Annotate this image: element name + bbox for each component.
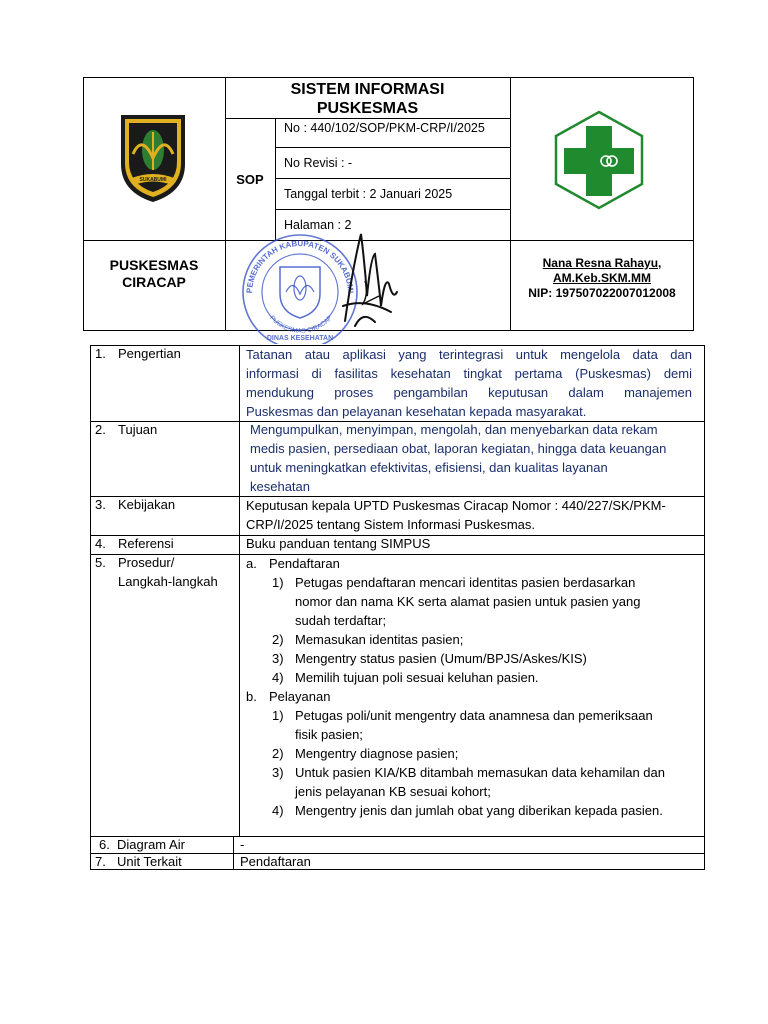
content-line: CRP/I/2025 tentang Sistem Informasi Puskesmas. [246,517,536,532]
official-info [510,256,694,301]
stamp-text: DINAS KESEHATAN [266,335,334,342]
section-number: 5. [95,555,106,570]
section-number: 2. [95,422,106,437]
group-title: Pendaftaran [269,556,340,571]
puskesmas-name-line: PUSKESMAS [109,257,199,273]
group-marker: a. [246,556,257,571]
section-content [250,420,698,496]
procedure-step [246,744,700,763]
stamp-text: PEMERINTAH KABUPATEN SUKABUMI [244,238,356,294]
title-line: PUSKESMAS [316,100,419,117]
content-line: mendukung proses pengambilan keputusan dalam manajemen [246,385,692,400]
procedure-group [246,554,700,573]
step-line: Petugas pendaftaran mencari identitas pasien berdasarkan [295,575,636,590]
step-line: Mengentry diagnose pasien; [295,746,459,761]
section-number: 3. [95,497,106,512]
step-line: Memasukan identitas pasien; [295,632,464,647]
official-name: Nana Resna Rahayu, [542,256,662,270]
content-line: Keputusan kepala UPTD Puskesmas Ciracap Nomor : 440/227/SK/PKM- [246,498,666,513]
section-content: Pendaftaran [240,854,311,869]
procedure-step [246,706,700,744]
content-line: Mengumpulkan, menyimpan, mengolah, dan menyebarkan data rekam [250,422,658,437]
step-line: sudah terdaftar; [295,613,387,628]
section-label-line: Langkah-langkah [118,574,218,589]
step-line: nomor dan nama KK serta alamat pasien untuk pasien yang [295,594,641,609]
step-line: jenis pelayanan KB sesuai kohort; [295,784,491,799]
step-line: fisik pasien; [295,727,363,742]
step-number: 2) [272,746,284,761]
section-content: Buku panduan tentang SIMPUS [246,536,431,551]
step-number: 2) [272,632,284,647]
sop-label: SOP [236,172,264,187]
group-title: Pelayanan [269,689,331,704]
content-line: Tatanan atau aplikasi yang terintegrasi untuk mengelola data dan [246,347,692,362]
section-label: Unit Terkait [117,854,182,869]
procedure-step [246,573,700,630]
step-number: 3) [272,765,284,780]
section-label: Pengertian [118,346,181,361]
content-line: informasi di fasilitas kesehatan tingkat pertama (Puskesmas) demi [246,366,692,381]
revision-number: No Revisi : - [284,156,353,170]
procedure-step [246,668,700,687]
official-nip: NIP: 197507022007012008 [528,286,676,300]
table-divider [239,345,240,836]
issue-date: Tanggal terbit : 2 Januari 2025 [284,187,453,201]
group-marker: b. [246,689,257,704]
header-divider [275,178,510,179]
title-line: SISTEM INFORMASI [290,81,445,98]
official-name: AM.Keb.SKM.MM [553,271,651,285]
puskesmas-logo [554,110,644,210]
section-label: Referensi [118,536,174,551]
step-number: 1) [272,708,284,723]
regency-logo [118,112,188,204]
regency-logo-caption: SUKABUMI [139,177,167,183]
content-line: Puskesmas dan pelayanan kesehatan kepada masyarakat. [246,404,587,419]
section-label: Diagram Air [117,837,185,852]
content-line: untuk meningkatkan efektivitas, efisiensi, dan kualitas layanan [250,460,608,475]
header-divider [275,147,510,148]
section-content [246,496,698,534]
step-number: 4) [272,803,284,818]
section-label: Kebijakan [118,497,176,512]
stamp-text: PUSKESMAS CIRACAP [268,314,334,335]
header-divider [275,209,510,210]
section-number: 1. [95,346,106,361]
procedure-step [246,763,700,801]
section-content [246,345,692,421]
header-divider [225,118,510,119]
signature-icon [335,226,405,338]
signature [335,226,405,338]
doc-number: No : 440/102/SOP/PKM-CRP/I/2025 [284,121,485,135]
header-divider [275,118,276,240]
content-line: kesehatan [250,479,310,494]
section-label-line: Prosedur/ [118,555,175,570]
puskesmas-name [83,257,225,291]
procedure-step [246,801,700,820]
regency-shield-icon [118,112,188,204]
procedure-group [246,687,700,706]
section-label: Tujuan [118,422,158,437]
step-line: Mengentry jenis dan jumlah obat yang diberikan kepada pasien. [295,803,663,818]
page-number: Halaman : 2 [284,218,352,232]
section-label [118,553,218,591]
step-line: Memilih tujuan poli sesuai keluhan pasien. [295,670,539,685]
step-number: 3) [272,651,284,666]
table-divider [90,853,705,854]
step-line: Petugas poli/unit mengentry data anamnesa dan pemeriksaan [295,708,653,723]
section-number: 7. [95,854,106,869]
procedure-step [246,649,700,668]
document-title [225,80,510,118]
procedure-list [246,554,700,820]
puskesmas-name-line: CIRACAP [122,274,186,290]
content-line: medis pasien, persediaan obat, laporan kegiatan, hingga data keuangan [250,441,667,456]
procedure-step [246,630,700,649]
section-content: - [240,837,245,852]
health-cross-icon [554,110,644,210]
step-line: Untuk pasien KIA/KB ditambah memasukan data kehamilan dan [295,765,665,780]
section-number: 6. [99,837,110,852]
step-line: Mengentry status pasien (Umum/BPJS/Askes/KIS) [295,651,587,666]
section-number: 4. [95,536,106,551]
step-number: 1) [272,575,284,590]
step-number: 4) [272,670,284,685]
